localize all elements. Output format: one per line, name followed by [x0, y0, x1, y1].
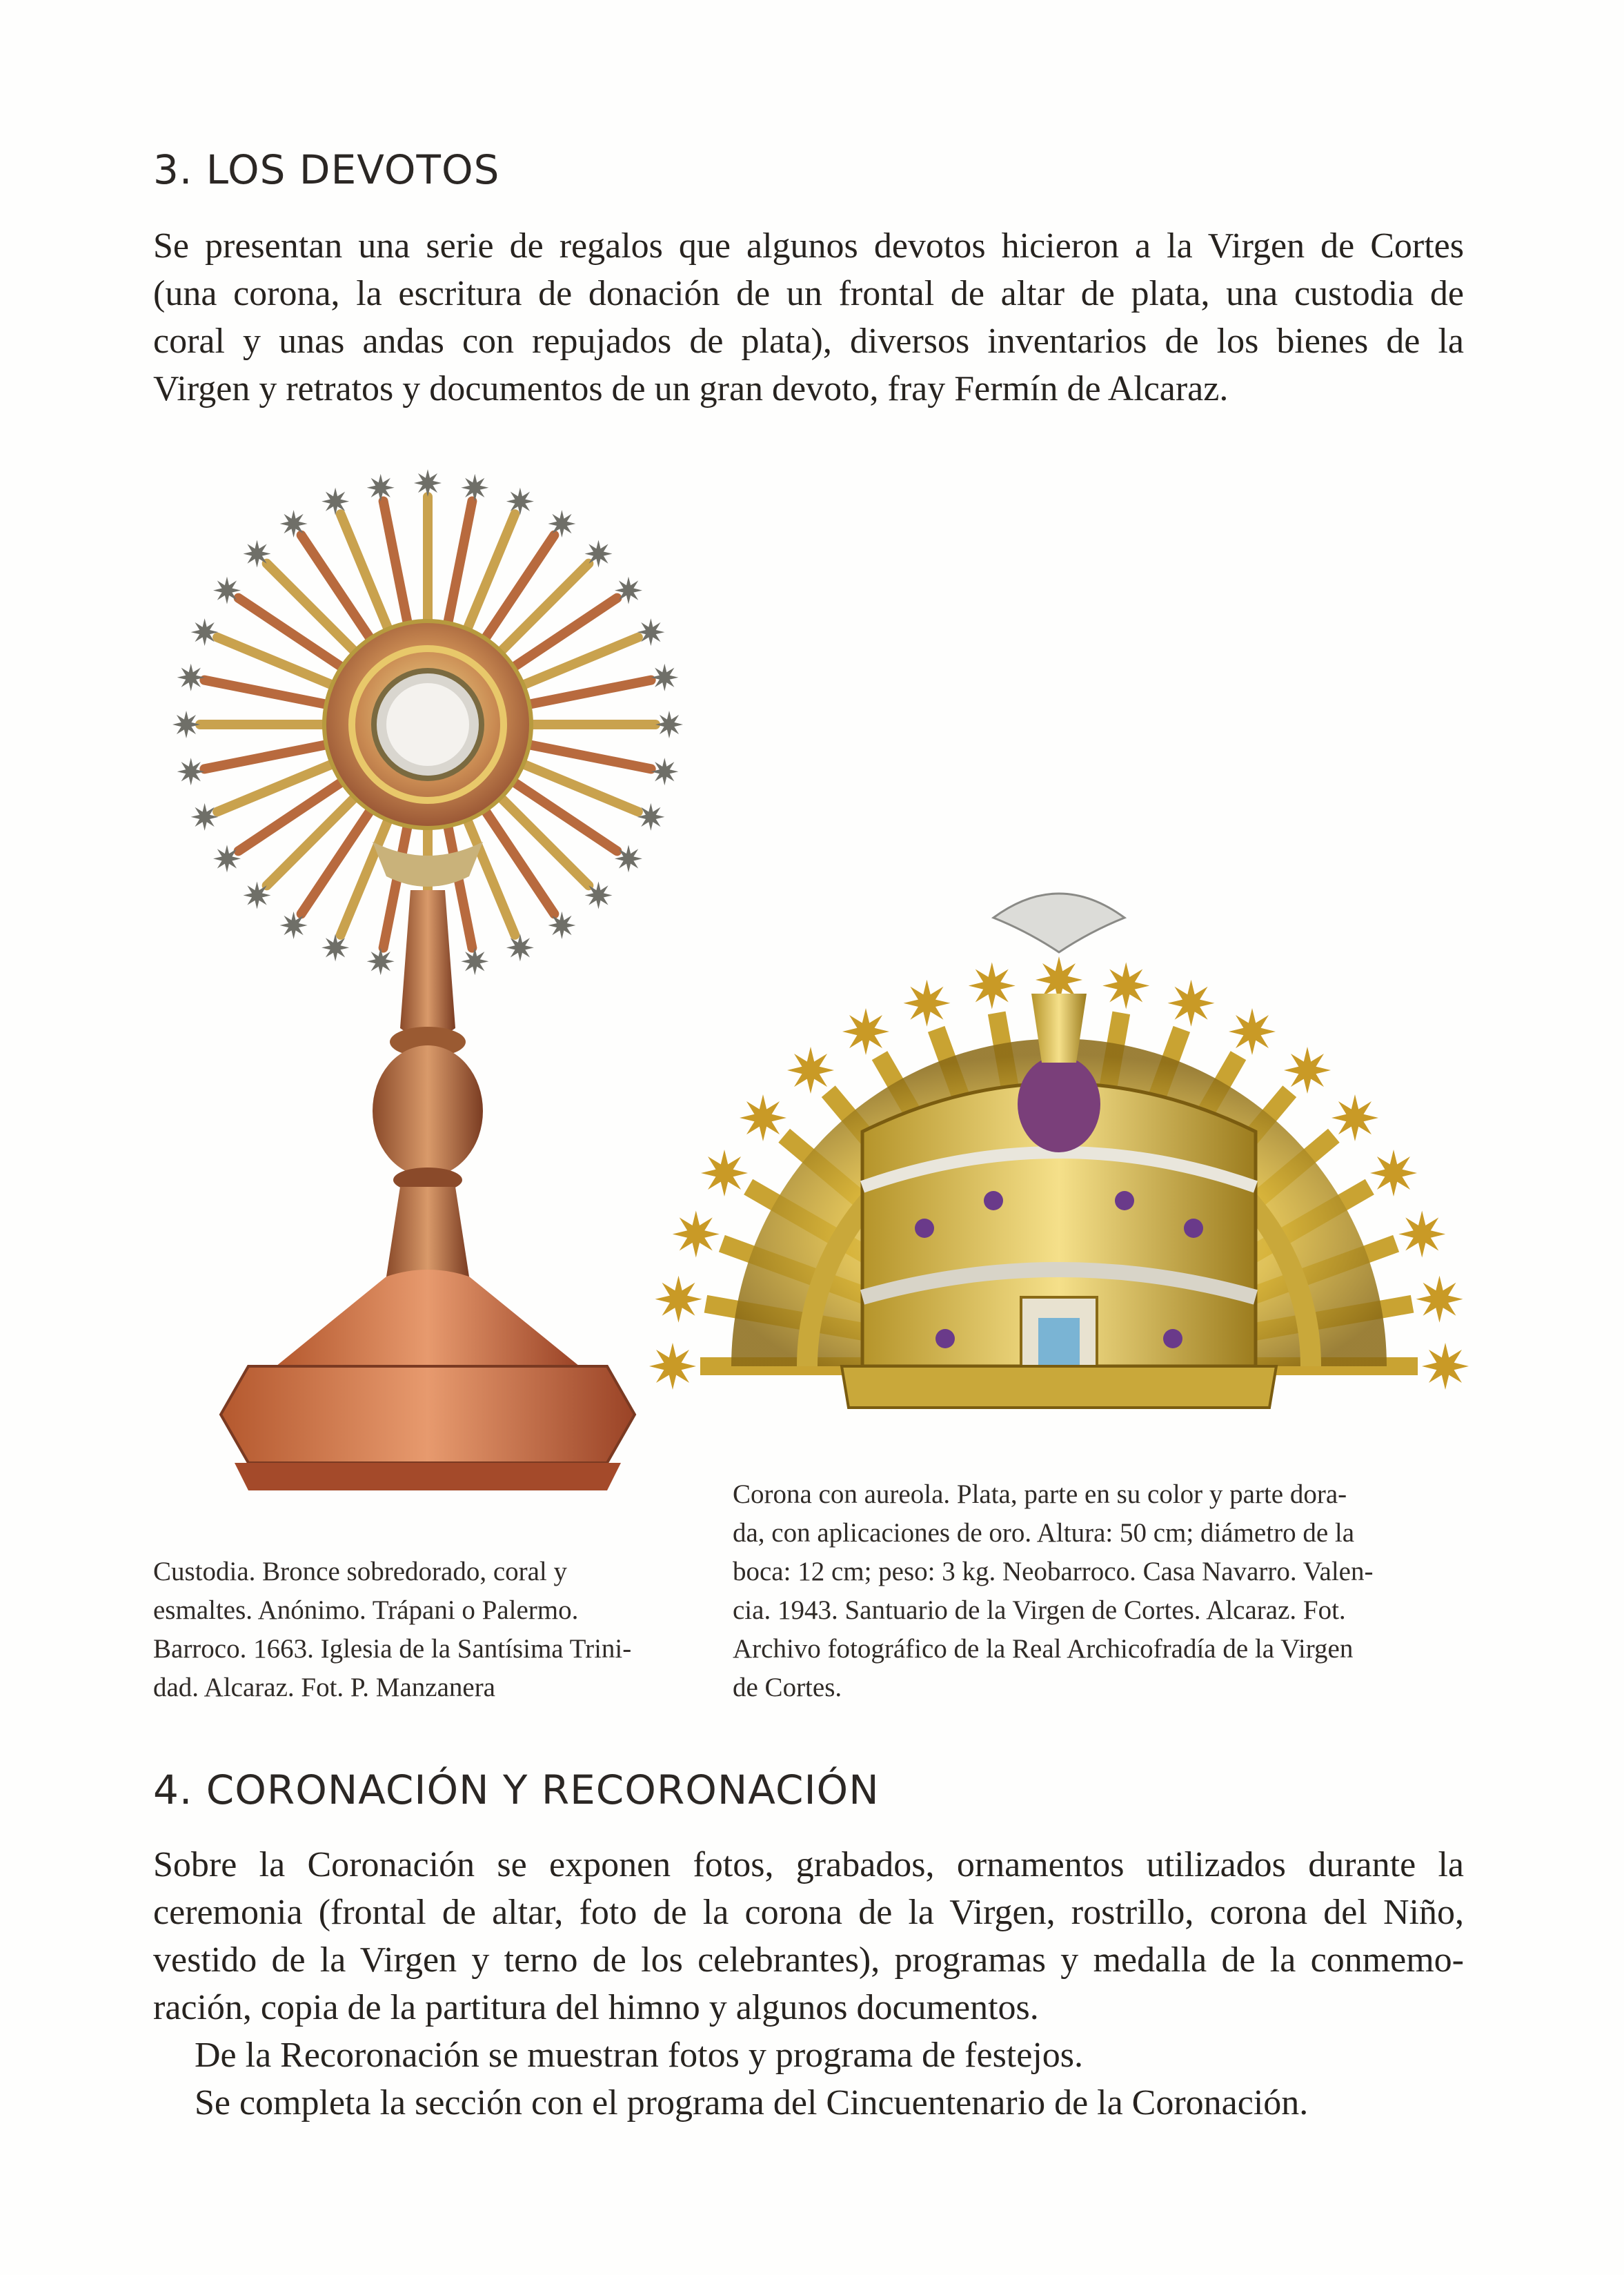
section-4-line-3: vestido de la Virgen y terno de los celebrantes), programas y medalla de la conmemo-	[153, 1940, 1464, 1980]
corona-photo	[635, 745, 1483, 1449]
corona-caption-line-6: de Cortes.	[733, 1673, 842, 1702]
corona-caption-line-1: Corona con aureola. Plata, parte en su color y parte dora-	[733, 1479, 1347, 1509]
section-4-line-1: Sobre la Coronación se exponen fotos, grabados, ornamentos utilizados durante la	[153, 1845, 1464, 1884]
custodia-caption-line-1: Custodia. Bronce sobredorado, coral y	[153, 1557, 568, 1586]
section-4-paragraph-3: Se completa la sección con el programa del Cincuentenario de la Coronación.	[195, 2083, 1309, 2123]
section-3-line-1: Se presentan una serie de regalos que algunos devotos hicieron a la Virgen de Cortes	[153, 226, 1464, 266]
corona-caption-line-2: da, con aplicaciones de oro. Altura: 50 cm; diámetro de la	[733, 1518, 1355, 1548]
section-4-line-4: ración, copia de la partitura del himno y algunos documentos.	[153, 1988, 1039, 2027]
corona-caption-line-5: Archivo fotográfico de la Real Archicofradía de la Virgen	[733, 1634, 1354, 1664]
section-3-line-3: coral y unas andas con repujados de plata), diversos inventarios de los bienes de la	[153, 322, 1464, 361]
section-4-paragraph-2: De la Recoronación se muestran fotos y programa de festejos.	[195, 2036, 1084, 2075]
section-3-paragraph	[153, 222, 1464, 413]
corona-caption-line-3: boca: 12 cm; peso: 3 kg. Neobarroco. Casa Navarro. Valen-	[733, 1557, 1374, 1586]
section-3-line-2: (una corona, la escritura de donación de un frontal de altar de plata, una custodia de	[153, 274, 1464, 313]
section-3-line-4: Virgen y retratos y documentos de un gran devoto, fray Fermín de Alcaraz.	[153, 369, 1229, 408]
section-4-heading: 4. CORONACIÓN Y RECORONACIÓN	[153, 1766, 880, 1813]
custodia-photo	[166, 449, 704, 1525]
section-4-line-2: ceremonia (frontal de altar, foto de la corona de la Virgen, rostrillo, corona del Niño,	[153, 1893, 1464, 1932]
custodia-caption-line-4: dad. Alcaraz. Fot. P. Manzanera	[153, 1673, 495, 1702]
section-4-paragraph	[153, 1841, 1464, 2127]
custodia-caption-line-2: esmaltes. Anónimo. Trápani o Palermo.	[153, 1595, 579, 1625]
corona-caption-line-4: cia. 1943. Santuario de la Virgen de Cortes. Alcaraz. Fot.	[733, 1595, 1346, 1625]
corona-caption	[733, 1475, 1443, 1707]
custodia-caption-line-3: Barroco. 1663. Iglesia de la Santísima Trini-	[153, 1634, 632, 1664]
custodia-caption	[153, 1553, 677, 1707]
section-3-heading: 3. LOS DEVOTOS	[153, 146, 500, 193]
